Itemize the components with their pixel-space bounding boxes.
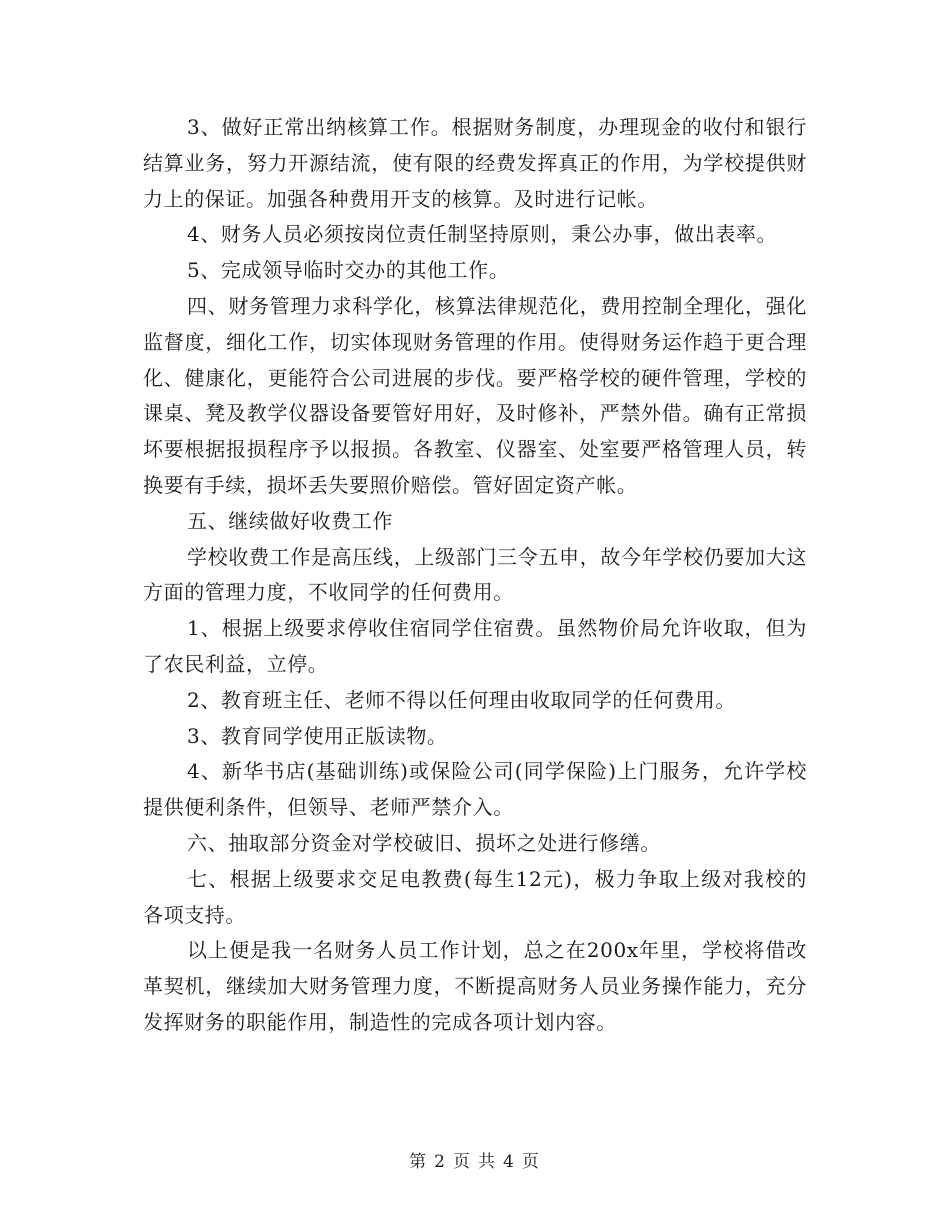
paragraph-fee-policy: 学校收费工作是高压线，上级部门三令五申，故今年学校仍要加大这方面的管理力度，不收同学的任何费用。 [143,544,807,605]
paragraph-cashier-accounting: 3、做好正常出纳核算工作。根据财务制度，办理现金的收付和银行结算业务，努力开源结流，使有限的经费发挥真正的作用，为学校提供财力上的保证。加强各种费用开支的核算。及时进行记帐。 [143,115,807,211]
footer-page-word: 页 [453,1152,472,1172]
footer-prefix: 第 [409,1152,429,1172]
paragraph-fee-item-2: 2、教育班主任、老师不得以任何理由收取同学的任何费用。 [187,687,736,712]
footer-suffix: 页 [521,1152,541,1172]
paragraph-fee-item-3: 3、教育同学使用正版读物。 [187,723,448,748]
paragraph-conclusion: 以上便是我一名财务人员工作计划，总之在200x年里，学校将借改革契机，继续加大财务管理力度，不断提高财务人员业务操作能力，充分发挥财务的职能作用，制造性的完成各项计划内容。 [143,938,807,1034]
paragraph-fee-item-1: 1、根据上级要求停收住宿同学住宿费。虽然物价局允许收取，但为了农民利益，立停。 [143,616,807,676]
document-body [143,110,807,1041]
paragraph-other-tasks: 5、完成领导临时交办的其他工作。 [187,258,510,283]
paragraph-fee-item-4: 4、新华书店(基础训练)或保险公司(同学保险)上门服务，允许学校提供便利条件，但领导、老师严禁介入。 [143,759,807,820]
page-footer [0,1147,950,1172]
paragraph-section-four: 四、财务管理力求科学化，核算法律规范化，费用控制全理化，强化监督度，细化工作，切实体现财务管理的作用。使得财务运作趋于更合理化、健康化，更能符合公司进展的步伐。要严格学校的硬件管理，学校的课桌、凳及教学仪器设备要管好用好，及时修补，严禁外借。确有正常损坏要根据报损程序予以报损。各教室、仪器室、处室要严格管理人员，转换要有手续，损坏丢失要照价赔偿。管好固定资产帐。 [143,293,807,497]
paragraph-section-five-heading: 五、继续做好收费工作 [187,508,393,533]
footer-total-word: 共 [478,1152,497,1172]
footer-total-pages: 4 [503,1152,516,1172]
paragraph-section-six: 六、抽取部分资金对学校破旧、损坏之处进行修缮。 [187,830,661,855]
paragraph-section-seven: 七、根据上级要求交足电教费(每生12元)，极力争取上级对我校的各项支持。 [143,866,807,927]
paragraph-staff-principles: 4、财务人员必须按岗位责任制坚持原则，秉公办事，做出表率。 [187,222,778,247]
footer-current-page: 2 [434,1152,447,1172]
